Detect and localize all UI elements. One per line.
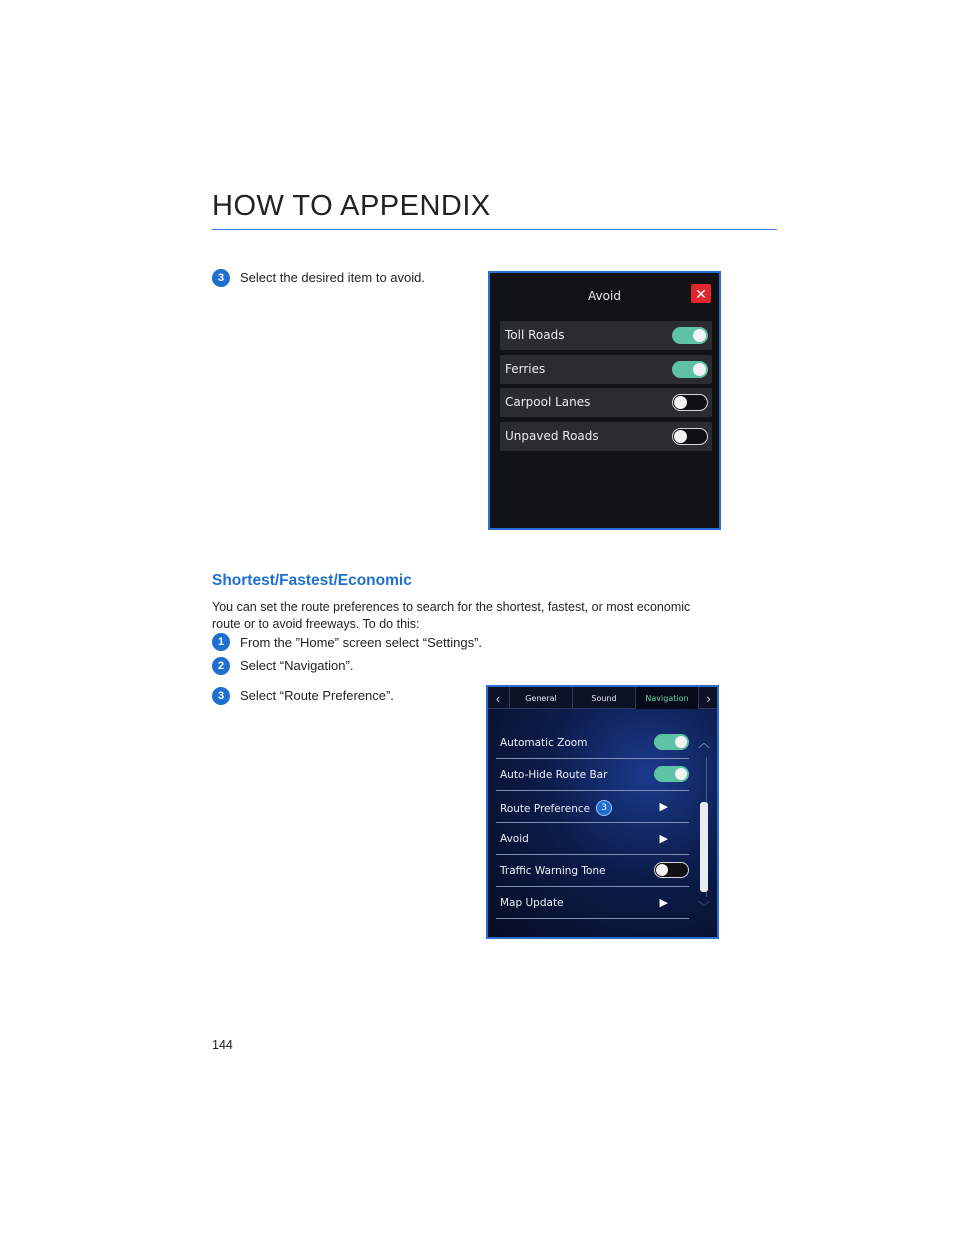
setting-label-text: Route Preference bbox=[500, 803, 591, 815]
avoid-item-label: Toll Roads bbox=[505, 328, 565, 342]
chevron-left-icon[interactable]: ‹ bbox=[495, 690, 501, 706]
section-heading: Shortest/Fastest/Economic bbox=[212, 572, 412, 589]
setting-label: Traffic Warning Tone bbox=[500, 865, 606, 877]
step-badge: 1 bbox=[212, 633, 230, 651]
chevron-right-icon[interactable]: › bbox=[698, 687, 718, 709]
setting-label: Avoid bbox=[500, 833, 529, 845]
step-text: Select the desired item to avoid. bbox=[240, 270, 425, 285]
avoid-item-unpaved-roads[interactable] bbox=[500, 422, 712, 451]
scroll-up-icon[interactable]: ︿ bbox=[697, 736, 710, 750]
page-number: 144 bbox=[212, 1038, 233, 1052]
play-arrow-icon: ▶ bbox=[659, 833, 668, 845]
setting-row-auto-hide-route-bar[interactable] bbox=[496, 759, 689, 791]
header-divider bbox=[212, 229, 777, 230]
setting-label: Map Update bbox=[500, 897, 564, 909]
setting-label: Auto-Hide Route Bar bbox=[500, 769, 608, 781]
step-badge: 3 bbox=[212, 269, 230, 287]
setting-label bbox=[500, 801, 612, 817]
setting-row-traffic-warning-tone[interactable] bbox=[496, 855, 689, 887]
play-arrow-icon: ▶ bbox=[659, 897, 668, 909]
step-text: From the ”Home” screen select “Settings”. bbox=[240, 635, 483, 650]
setting-row-route-preference[interactable] bbox=[496, 791, 689, 823]
avoid-item-label: Carpool Lanes bbox=[505, 395, 591, 409]
toggle-switch[interactable] bbox=[672, 327, 708, 344]
toggle-switch[interactable] bbox=[654, 734, 689, 750]
avoid-item-carpool-lanes[interactable] bbox=[500, 388, 712, 417]
toggle-switch[interactable] bbox=[672, 394, 708, 411]
step-text: Select “Route Preference”. bbox=[240, 688, 394, 703]
callout-badge: 3 bbox=[596, 800, 612, 816]
setting-row-automatic-zoom[interactable] bbox=[496, 727, 689, 759]
setting-label: Automatic Zoom bbox=[500, 737, 588, 749]
navigation-settings-screen bbox=[486, 685, 719, 939]
close-icon[interactable]: ✕ bbox=[691, 284, 711, 303]
step-badge: 2 bbox=[212, 657, 230, 675]
avoid-item-label: Unpaved Roads bbox=[505, 429, 599, 443]
page-header-title: HOW TO APPENDIX bbox=[212, 190, 491, 222]
avoid-item-toll-roads[interactable] bbox=[500, 321, 712, 350]
scrollbar-thumb[interactable] bbox=[700, 802, 708, 892]
avoid-screen bbox=[488, 271, 721, 530]
toggle-switch[interactable] bbox=[672, 428, 708, 445]
avoid-item-label: Ferries bbox=[505, 362, 546, 376]
toggle-switch[interactable] bbox=[654, 766, 689, 782]
avoid-item-ferries[interactable] bbox=[500, 355, 712, 384]
setting-row-avoid[interactable] bbox=[496, 823, 689, 855]
tab-sound[interactable]: Sound bbox=[572, 687, 635, 709]
step-text: Select “Navigation”. bbox=[240, 658, 354, 673]
toggle-switch[interactable] bbox=[654, 862, 689, 878]
tab-general[interactable]: General bbox=[509, 687, 572, 709]
step-badge: 3 bbox=[212, 687, 230, 705]
settings-tab-bar bbox=[488, 687, 717, 709]
play-arrow-icon: ▶ bbox=[659, 801, 668, 813]
tab-navigation[interactable]: Navigation bbox=[635, 687, 698, 709]
avoid-screen-title: Avoid bbox=[588, 289, 621, 303]
setting-row-map-update[interactable] bbox=[496, 887, 689, 919]
scroll-down-icon[interactable]: ﹀ bbox=[697, 900, 710, 914]
toggle-switch[interactable] bbox=[672, 361, 708, 378]
section-intro: You can set the route preferences to search for the shortest, fastest, or most economic route or to avoid freeways. To do this: bbox=[212, 600, 691, 631]
